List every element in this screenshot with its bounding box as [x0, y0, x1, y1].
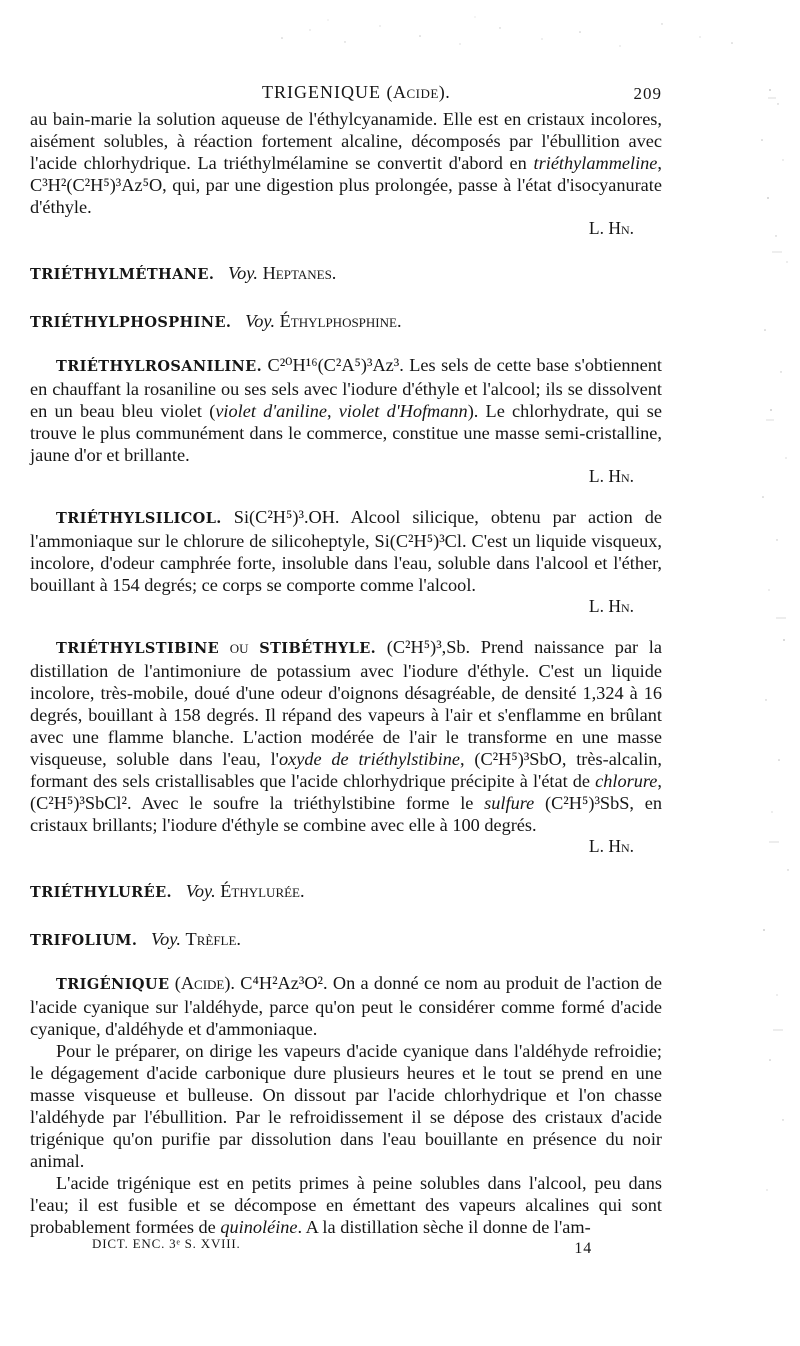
entry-continued [30, 108, 662, 238]
scan-noise-margin [650, 0, 800, 1346]
headword-alt: STIBÉTHYLE. [259, 640, 377, 657]
headword: TRIÉTHYLROSANILINE. [56, 358, 263, 375]
entry-triethylmethane [30, 262, 662, 286]
voy-label: Voy. [228, 263, 258, 283]
running-head [30, 82, 662, 108]
voy-label: Voy. [151, 929, 181, 949]
entry-triethylstibine [30, 636, 662, 856]
entry-triethylphosphine [30, 310, 662, 334]
page-number: 209 [633, 84, 662, 103]
headword: TRIÉTHYLSILICOL. [56, 510, 222, 527]
headword: TRIÉTHYLSTIBINE [56, 640, 220, 657]
voy-label: Voy. [185, 881, 216, 901]
paragraph: TRIÉTHYLROSANILINE. C²⁰H¹⁶(C²A⁵)³Az³. Les sels de cette base s'obtiennent en chauffant la rosaniline ou ses sels avec l'iodure d'éthyle et l'alcool; ils se dissolvent en un beau bleu violet (violet d'aniline, violet d'Hofmann). Le chlorhydrate, qui se trouve le plus communément dans le commerce, constitue une masse semi-cristalline, jaune d'or et brillante. [30, 355, 663, 465]
voy-label: Voy. [245, 311, 276, 331]
scan-noise-top [270, 8, 750, 53]
signature-mark: DICT. ENC. 3ᵉ S. XVIII. [92, 1236, 241, 1251]
page-body [30, 82, 662, 1238]
headword: TRIFOLIUM. [30, 932, 138, 949]
author-signature: L. Hn. [588, 836, 634, 856]
headword: TRIGÉNIQUE [56, 976, 170, 993]
headword: TRIÉTHYLURÉE. [30, 884, 172, 901]
cross-reference: Éthylphosphine. [279, 311, 402, 331]
author-signature: L. Hn. [588, 596, 634, 616]
cross-reference: Trèfle. [185, 929, 242, 949]
paragraph: L'acide trigénique est en petits primes à peine solubles dans l'alcool, peu dans l'eau; il est fusible et se décompose en émettant des vapeurs alcalines qui sont probablement formées de quinoléine. A la distillation sèche il donne de l'am- [30, 1173, 662, 1237]
paragraph: Pour le préparer, on dirige les vapeurs d'acide cyanique dans l'aldéhyde refroidie; le dégagement d'acide carbonique dure plusieurs heures et le tout se prend en une masse visqueuse et bulleuse. On dissout par l'acide chlorhydrique et l'on chasse l'aldéhyde par l'ébullition. Par le refroidissement il se dépose des cristaux d'acide trigénique qu'on purifie par dissolution dans l'eau bouillante en présence du noir animal. [30, 1041, 662, 1171]
entry-trigenique [30, 972, 662, 1238]
entry-trifolium [30, 928, 662, 952]
entry-triethyluree [30, 880, 662, 904]
author-signature: L. Hn. [588, 466, 634, 486]
cross-reference: Heptanes. [262, 263, 337, 283]
headword: TRIÉTHYLPHOSPHINE. [30, 314, 232, 331]
headword: TRIÉTHYLMÉTHANE. [30, 266, 215, 283]
paragraph: TRIÉTHYLSILICOL. Si(C²H⁵)³.OH. Alcool silicique, obtenu par action de l'ammoniaque sur le chlorure de silicoheptyle, Si(C²H⁵)³Cl. C'est un liquide visqueux, incolore, d'odeur camphrée forte, insoluble dans l'eau, soluble dans l'alcool et l'éther, bouillant à 154 degrés; ce corps se comporte comme l'alcool. [30, 507, 662, 595]
entry-triethylrosaniline [30, 354, 662, 486]
paragraph: TRIÉTHYLSTIBINE ou STIBÉTHYLE. (C²H⁵)³,Sb. Prend naissance par la distillation de l'antimoniure de potassium avec l'iodure d'éthyle. C'est un liquide incolore, très-mobile, doué d'une odeur d'oignons désagréable, de densité 1,324 à 16 degrés, bouillant à 158 degrés. Il répand des vapeurs à l'air et s'enflamme en brûlant avec une flamme blanche. L'action modérée de l'air le transforme en une masse visqueuse, soluble dans l'eau, l'oxyde de triéthylstibine, (C²H⁵)³SbO, très-alcalin, formant des sels cristallisables que l'acide chlorhydrique précipite à l'état de chlorure, (C²H⁵)³SbCl². Avec le soufre la triéthylstibine forme le sulfure (C²H⁵)³SbS, en cristaux brillants; l'iodure d'éthyle se combine avec elle à 100 degrés. [30, 637, 662, 835]
cross-reference: Éthylurée. [220, 881, 305, 901]
signature-number: 14 [574, 1240, 592, 1257]
paragraph: TRIGÉNIQUE (Acide). C⁴H²Az³O². On a donné ce nom au produit de l'action de l'acide cyanique sur l'aldéhyde, parce qu'on peut le considérer comme formé d'acide cyanique, d'aldéhyde et d'ammoniaque. [30, 973, 662, 1039]
running-head-title: TRIGENIQUE (Acide). [262, 82, 451, 102]
printer-signature [92, 1236, 592, 1260]
paragraph: au bain-marie la solution aqueuse de l'éthylcyanamide. Elle est en cristaux incolores, aisément solubles, à réaction fortement alcaline, décomposés par l'ébullition avec l'acide chlorhydrique. La triéthylmélamine se convertit d'abord en triéthylammeline, C³H²(C²H⁵)³Az⁵O, qui, par une digestion plus prolongée, passe à l'état d'isocyanurate d'éthyle. [30, 109, 662, 217]
entry-triethylsilicol [30, 506, 662, 616]
author-signature: L. Hn. [588, 218, 634, 238]
